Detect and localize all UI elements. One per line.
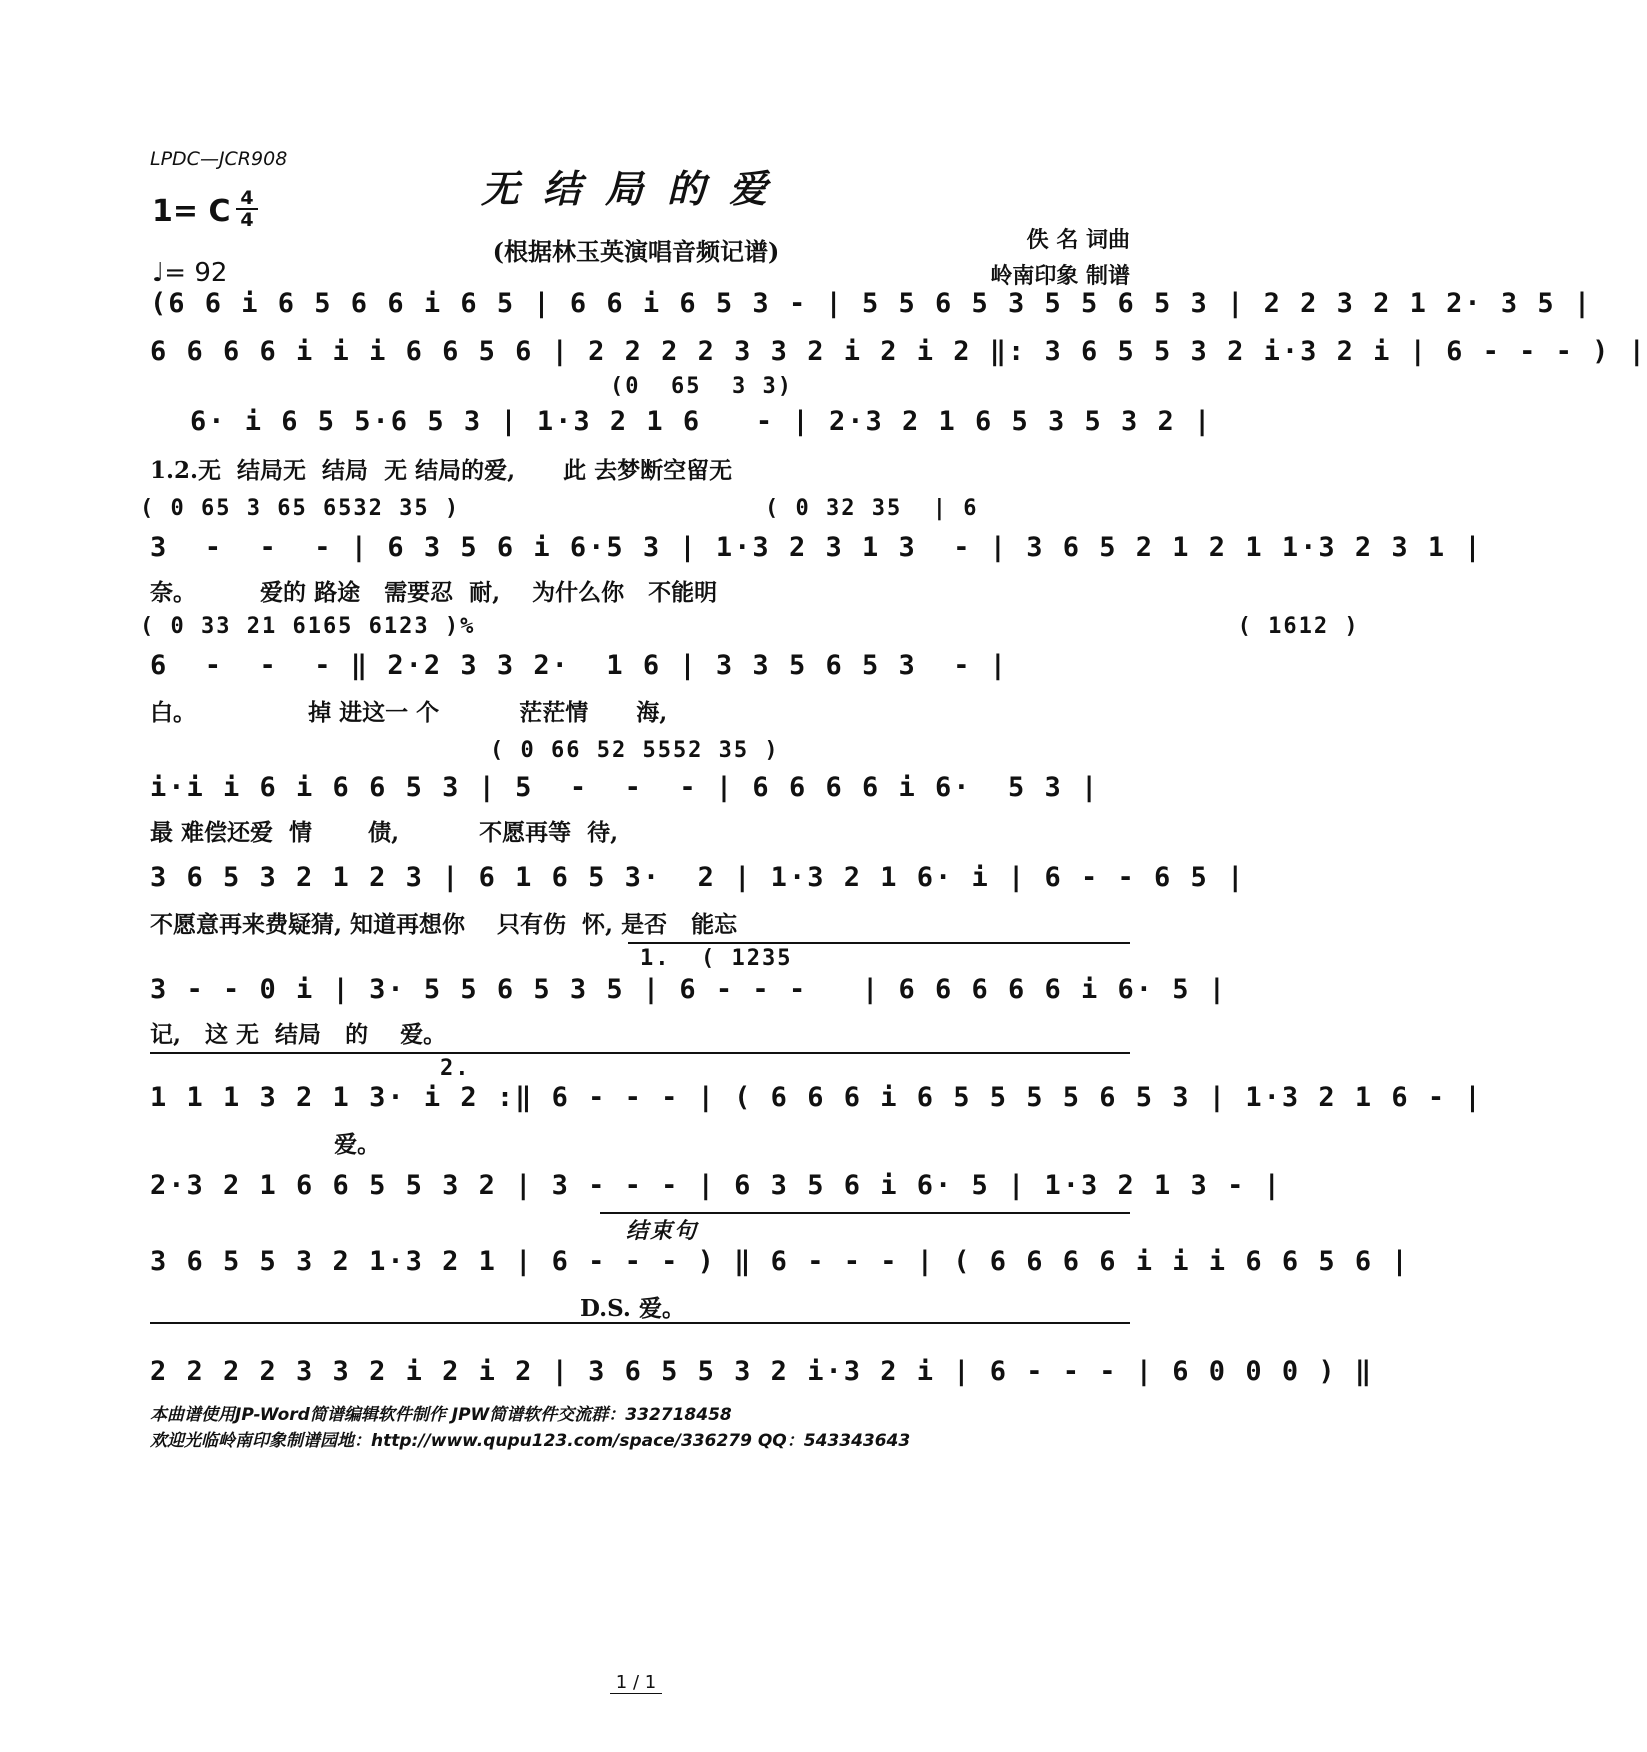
lyric-row-8: 记, 这 无 结局 的 爱。 (150, 1021, 447, 1048)
song-title: 无结局的爱 (480, 166, 791, 211)
score-note-9: 2. (440, 1056, 471, 1081)
score-note-4: ( 0 65 3 65 6532 35 ) ( 0 32 35 | 6 (140, 496, 979, 521)
meter-top: 4 (236, 188, 258, 210)
lyric-row-9: 爱。 (150, 1131, 381, 1158)
lyric-row-6: 最 难偿还爱 情 债, 不愿再等 待, (150, 819, 619, 846)
key-signature: 1= C (152, 194, 231, 229)
time-signature (236, 188, 258, 230)
score-row-9: 1 1 1 3 2 1 3· i 2 :‖ 6 - - - | ( 6 6 6 i 6 5 5 5 5 6 5 3 | 1·3 2 1 6 - | (150, 1082, 1483, 1113)
score-note-5: ( 0 33 21 6165 6123 )% ( 1612 ) (140, 614, 1360, 639)
lyric-row-3: 1.2.无 结局无 结局 无 结局的爱, 此 去梦断空留无 (150, 457, 733, 484)
volta-2-line (150, 1052, 1130, 1054)
final-system-line (150, 1322, 1130, 1324)
score-note-3: (0 65 3 3) (610, 374, 793, 399)
footer-software: 本曲谱使用JP-Word简谱编辑软件制作 JPW简谱软件交流群：332718458 (150, 1405, 732, 1425)
score-row-11: 3 6 5 5 3 2 1·3 2 1 | 6 - - - ) ‖ 6 - - - | ( 6 6 6 6 i i i 6 6 5 6 | (150, 1246, 1410, 1277)
score-note-6: ( 0 66 52 5552 35 ) (490, 738, 780, 763)
score-row-7: 3 6 5 3 2 1 2 3 | 6 1 6 5 3· 2 | 1·3 2 1 6· i | 6 - - 6 5 | (150, 862, 1246, 893)
score-row-2: 6 6 6 6 i i i 6 6 5 6 | 2 2 2 2 3 3 2 i 2 i 2 ‖: 3 6 5 5 3 2 i·3 2 i | 6 - - - ) | (150, 336, 1647, 367)
score-row-6: i·i i 6 i 6 6 5 3 | 5 - - - | 6 6 6 6 i 6· 5 3 | (150, 772, 1100, 803)
score-row-12: 2 2 2 2 3 3 2 i 2 i 2 | 3 6 5 5 3 2 i·3 2 i | 6 - - - | 6 0 0 0 ) ‖ (150, 1356, 1374, 1387)
score-code: LPDC—JCR908 (150, 148, 288, 170)
page-number: 1 / 1 (0, 1672, 1272, 1693)
meter-bottom: 4 (240, 209, 254, 231)
score-row-4: 3 - - - | 6 3 5 6 i 6·5 3 | 1·3 2 3 1 3 - | 3 6 5 2 1 2 1 1·3 2 3 1 | (150, 532, 1483, 563)
score-note-8: 1. ( 1235 (640, 946, 793, 971)
credits (960, 222, 1130, 294)
volta-1-line (628, 942, 1130, 944)
score-row-3: 6· i 6 5 5·6 5 3 | 1·3 2 1 6 - | 2·3 2 1 6 5 3 5 3 2 | (190, 406, 1213, 437)
footer-website: 欢迎光临岭南印象制谱园地：http://www.qupu123.com/space/336279 QQ：543343643 (150, 1431, 911, 1451)
arranger: 岭南印象 制谱 (990, 263, 1130, 289)
lyric-row-4: 奈。 爱的 路途 需要忍 耐, 为什么你 不能明 (150, 579, 718, 606)
score-row-10: 2·3 2 1 6 6 5 5 3 2 | 3 - - - | 6 3 5 6 i 6· 5 | 1·3 2 1 3 - | (150, 1170, 1282, 1201)
lyric-row-5: 白。 掉 进这一 个 茫茫情 海, (150, 699, 668, 726)
song-subtitle: (根据林玉英演唱音频记谱) (492, 237, 780, 266)
score-row-1: (6 6 i 6 5 6 6 i 6 5 | 6 6 i 6 5 3 - | 5 5 6 5 3 5 5 6 5 3 | 2 2 3 2 1 2· 3 5 | (150, 288, 1593, 319)
score-row-5: 6 - - - ‖ 2·2 3 3 2· 1 6 | 3 3 5 6 5 3 - | (150, 650, 1009, 681)
score-row-8: 3 - - 0 i | 3· 5 5 6 5 3 5 | 6 - - - | 6 6 6 6 6 i 6· 5 | (150, 974, 1228, 1005)
lyric-row-7: 不愿意再来费疑猜, 知道再想你 只有伤 怀, 是否 能忘 (150, 911, 738, 938)
lyricist-composer: 佚 名 词曲 (1026, 227, 1130, 253)
tempo-mark: ♩= 92 (152, 258, 228, 288)
lyric-row-11: D.S. 爱。 (580, 1295, 685, 1322)
score-note-11: 结束句 (626, 1218, 699, 1244)
